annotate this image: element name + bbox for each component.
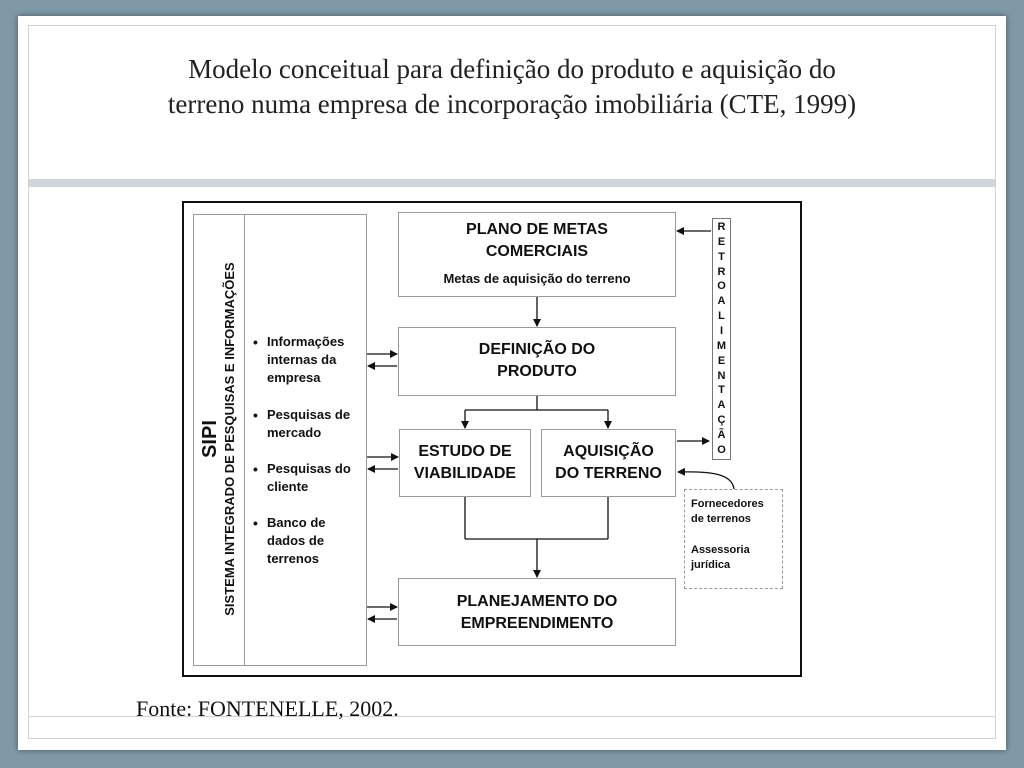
- retro-letter: T: [718, 250, 725, 263]
- sipi-item-label: Pesquisas de mercado: [267, 407, 351, 440]
- bullet-icon: •: [253, 407, 258, 423]
- fornecedores-line-2: de terrenos: [691, 513, 751, 525]
- retro-letter: E: [717, 354, 726, 367]
- retro-letter: E: [717, 235, 726, 248]
- retro-letter: A: [717, 399, 726, 412]
- estudo-line-1: ESTUDO DE: [418, 443, 512, 460]
- retro-letter: L: [718, 310, 725, 323]
- sipi-item-label: Pesquisas do cliente: [267, 461, 351, 494]
- plano-subtitle: Metas de aquisição do terreno: [443, 271, 631, 286]
- bullet-icon: •: [253, 334, 258, 350]
- plano-title-line-1: PLANO DE METAS: [466, 221, 608, 238]
- planejamento-line-2: EMPREENDIMENTO: [460, 615, 614, 632]
- sipi-full-label: SISTEMA INTEGRADO DE PESQUISAS E INFORMAÇÕES: [222, 262, 237, 616]
- definicao-line-2: PRODUTO: [497, 363, 577, 380]
- source-caption: Fonte: FONTENELLE, 2002.: [136, 696, 399, 721]
- retro-letter: T: [718, 384, 725, 397]
- sipi-item-label: Informações internas da empresa: [267, 334, 345, 385]
- retro-letter: Ã: [717, 429, 726, 442]
- arrow-fornecedores-to-aquisicao: [678, 472, 734, 489]
- planejamento-line-1: PLANEJAMENTO DO: [456, 593, 618, 610]
- retro-letter: N: [717, 369, 726, 382]
- assessoria-line-2: jurídica: [691, 559, 731, 571]
- sipi-item-label: Banco de dados de terrenos: [267, 515, 326, 566]
- retro-letter: M: [716, 339, 727, 352]
- fornecedores-line-1: Fornecedores: [691, 498, 764, 510]
- bullet-icon: •: [253, 515, 258, 531]
- plano-title-line-2: COMERCIAIS: [485, 243, 589, 260]
- bullet-icon: •: [253, 461, 258, 477]
- retro-letter: A: [717, 295, 726, 308]
- retro-letter: R: [717, 221, 726, 233]
- retro-letter: O: [717, 280, 726, 293]
- definicao-line-1: DEFINIÇÃO DO: [478, 341, 596, 358]
- assessoria-line-1: Assessoria: [691, 544, 750, 556]
- retro-letter: O: [717, 443, 726, 456]
- aquisicao-line-1: AQUISIÇÃO: [563, 443, 654, 460]
- estudo-line-2: VIABILIDADE: [413, 465, 517, 482]
- retro-letter: I: [719, 325, 724, 338]
- retro-letter: R: [717, 265, 726, 278]
- sipi-label: SIPI: [199, 420, 221, 458]
- retro-letter: Ç: [717, 414, 726, 427]
- aquisicao-line-2: DO TERRENO: [555, 465, 662, 482]
- title-line-2: terreno numa empresa de incorporação imobiliária (CTE, 1999): [167, 89, 857, 119]
- title-line-1: Modelo conceitual para definição do produto e aquisição do: [188, 54, 836, 84]
